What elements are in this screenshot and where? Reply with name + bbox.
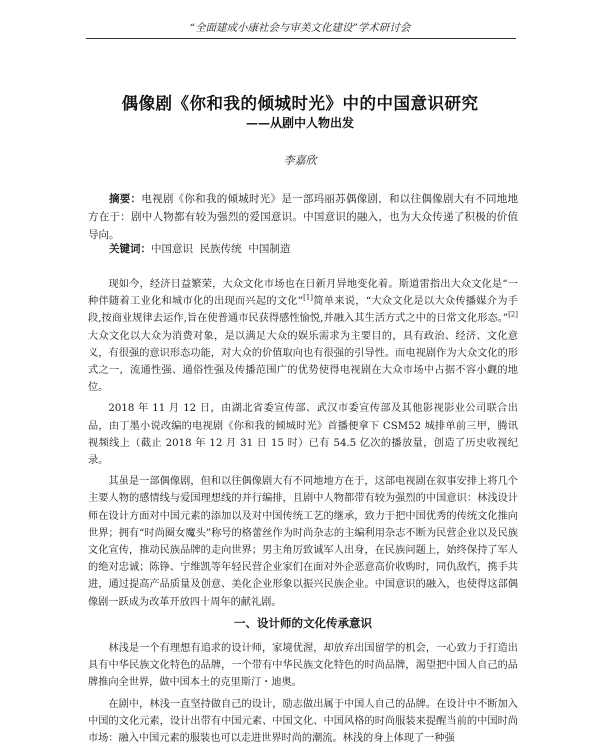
article-title: 偶像剧《你和我的倾城时光》中的中国意识研究 <box>121 94 479 113</box>
paragraph-1-part-c: 大众文化以大众为消费对象，是以满足大众的娱乐需求为主要目的，具有政治、经济、文化意义，有很强的意识形态功能，对大众的价值取向也有很强的引导性。而电视剧作为大众文化的形式之一，流通性强、通俗性强及传播范围广的优势使得电视剧在大众市场中占据不容小觑的地位。 <box>88 330 518 394</box>
paragraph-4: 林浅是一个有理想有追求的设计师，家境优渥，却放弃出国留学的机会，一心致力于打造出具有中华民族文化特色的品牌，一个带有中华民族文化特色的时尚品牌，渴望把中国人自己的品牌推向全世界，做中国本土的克里斯汀・迪奥。 <box>88 643 518 689</box>
body-text <box>88 276 518 751</box>
citation-2: [2] <box>508 311 518 320</box>
abstract-label: 摘要： <box>109 193 142 205</box>
keywords-text: 中国意识 民族传统 中国制造 <box>151 243 291 255</box>
paragraph-1 <box>88 276 518 396</box>
paragraph-2: 2018 年 11 月 12 日，由湖北省委宣传部、武汉市委宣传部及其他影视影业公司联合出品，由丁墨小说改编的电视剧《你和我的倾城时光》首播便拿下 CSM52 城排单前三甲，腾讯视频线上（截止 2018 年 12 月 31 日 15 时）已有 54.5 亿次的播放量，创造了历史收视纪录。 <box>88 403 518 467</box>
keywords <box>88 240 518 258</box>
abstract-text: 电视剧《你和我的倾城时光》是一部玛丽苏偶像剧，和以往偶像剧大有不同地地方在于：剧中人物都有较为强烈的爱国意识。中国意识的融入，也为大众传递了积极的价值导向。 <box>88 193 519 241</box>
paragraph-1-part-a: 现如今，经济日益繁荣，大众文化市场也在日新月异地变化着。斯道雷指出大众文化是“一种伴随着工业化和城市化的出现而兴起的文化” <box>88 279 518 308</box>
author-name: 李嘉欣 <box>283 154 317 167</box>
paragraph-1-part-b: 简单来说，“大众文化是以大众传播媒介为手段,按商业规律去运作,旨在使普通市民获得感性愉悦,并融入其生活方式之中的日常文化形态。” <box>88 296 518 325</box>
header-rule <box>86 38 516 39</box>
citation-1: [1] <box>303 293 314 302</box>
article-subtitle: ——从剧中人物出发 <box>245 116 354 130</box>
keywords-label: 关键词： <box>109 243 151 255</box>
paragraph-5: 在剧中，林浅一直坚持做自己的设计，励志做出属于中国人自己的品牌。在设计中不断加入中国的文化元素，设计出带有中国元素、中国文化、中国风格的时尚服装来提醒当前的中国时尚市场：融入中国元素的服装也可以走进世界时尚的潮流。林浅的身上体现了一种强 <box>88 698 518 745</box>
paragraph-3: 其虽是一部偶像剧，但和以往偶像剧大有不同地地方在于，这部电视剧在叙事安排上将几个主要人物的感情线与爱国理想线的并行编排，且剧中人物都带有较为强烈的中国意识：林浅设计师在设计方面对中国元素的添加以及对中国传统工艺的继承，致力于把中国优秀的传统文化推向世界；拥有“时尚圈女魔头”称号的格蕾丝作为时尚杂志的主编利用杂志不断为民营企业以及民族文化宣传，推动民族品牌的走向世界；男主角厉致诚军人出身，在民族问题上，始终保持了军人的绝对忠诚；陈铮、宁维凯等年轻民营企业家们在面对外企恶意高价收购时，同仇敌忾，携手共进，通过提高产品质量及创意、美化企业形象以振兴民族企业。中国意识的融入，也使得这部偶像剧一跃成为改革开放四十周年的献礼剧。 <box>88 476 518 608</box>
running-header: “全面建成小康社会与审美文化建设”学术研讨会 <box>189 22 411 34</box>
abstract <box>88 190 518 244</box>
section-heading-1: 一、设计师的文化传承意识 <box>234 615 372 630</box>
